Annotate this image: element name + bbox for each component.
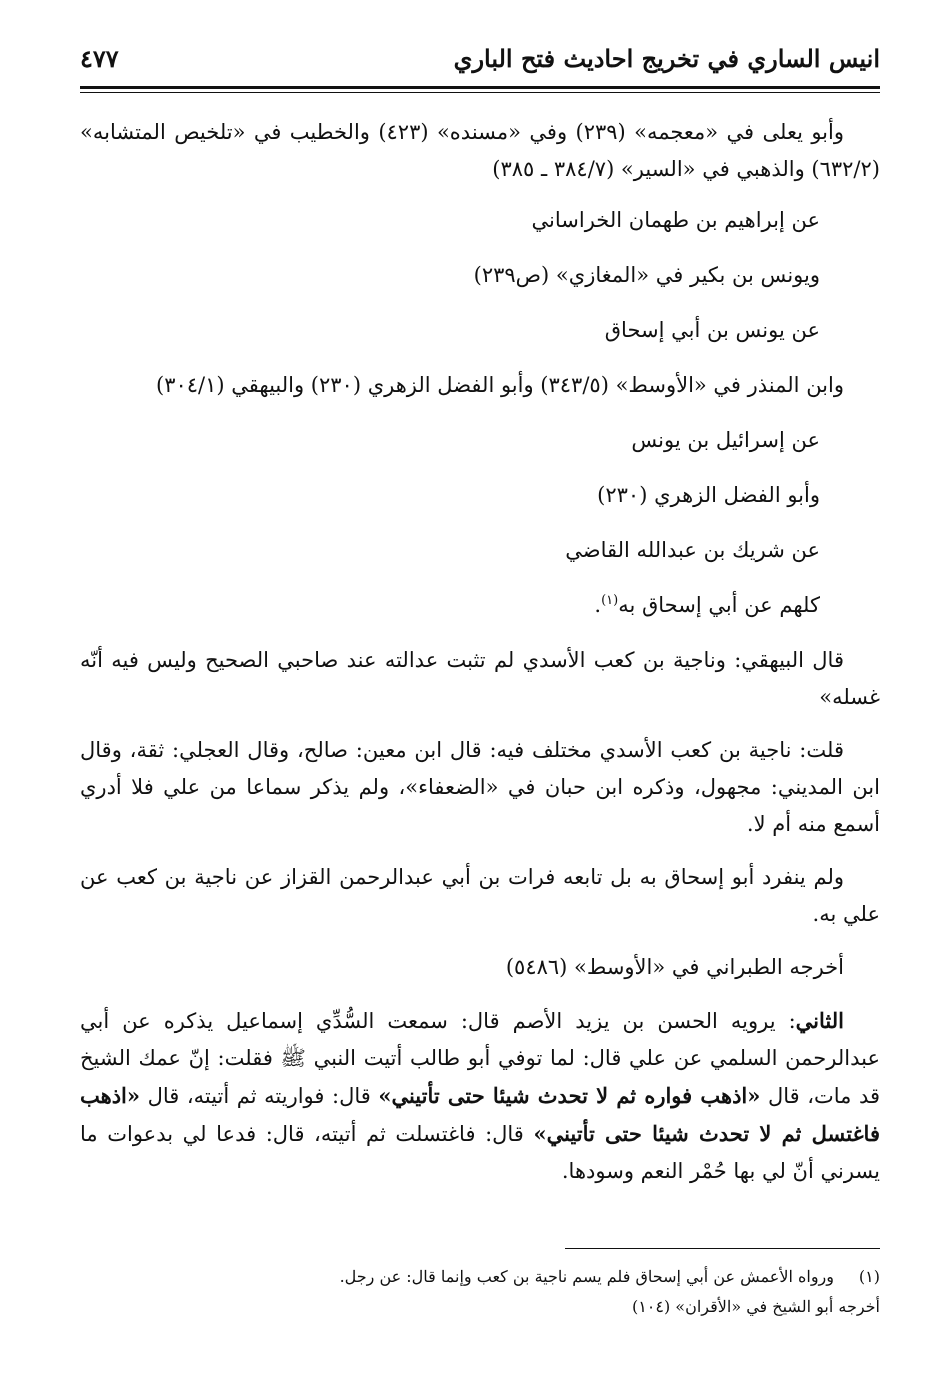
footnote-rule [565,1248,880,1249]
hadith-quote-1: «اذهب فواره ثم لا تحدث شيئا حتى تأتيني» [378,1083,761,1108]
paragraph-takhrij: أخرجه الطبراني في «الأوسط» (٥٤٨٦) [505,955,844,979]
hadith-text-3: قال: فاغتسلت ثم أتيته، قال: فدعا لي بدعوات ما يسرني أنّ لي بها حُمْر النعم وسودها. [80,1122,880,1183]
chain-line-4: وابن المنذر في «الأوسط» (٣٤٣/٥) وأبو الفضل الزهري (٢٣٠) والبيهقي (٣٠٤/١) [156,373,844,397]
footnote-reference: (١) [601,593,619,608]
paragraph-mutabaa: ولم ينفرد أبو إسحاق به بل تابعه فرات بن أبي عبدالرحمن القزاز عن ناجية بن كعب عن علي به. [80,865,880,926]
hadith-quote-2: «اذهب فاغتسل ثم لا تحدث شيئا حتى تأتيني» [80,1083,880,1146]
paragraph-second-hadith [80,1002,880,1190]
chain-line-8-end: . [594,593,602,617]
running-header [80,42,880,82]
hadith-text-1: : يرويه الحسن بن يزيد الأصم قال: سمعت السُّدِّي إسماعيل يذكره عن أبي عبدالرحمن السلمي عن علي قال: لما توفي أبو طالب أتيت النبي ﷺ فقلت: إنّ عمك الشيخ قد مات، قال [80,1009,881,1108]
paragraph-qultu: قلت: ناجية بن كعب الأسدي مختلف فيه: قال ابن معين: صالح، وقال العجلي: ثقة، وقال ابن المديني: مجهول، وذكره ابن حبان في «الضعفاء»، ولم يذكر سماعا من علي فلا أدري أسمع منه أم لا. [80,738,880,836]
footnote-1-text: ورواه الأعمش عن أبي إسحاق فلم يسم ناجية بن كعب وإنما قال: عن رجل. [339,1267,834,1286]
hadith-text-2: قال: فواريته ثم أتيته، قال [140,1084,379,1108]
chain-line-8 [80,587,880,624]
header-rule-thin [80,92,880,93]
chain-line-1: عن إبراهيم بن طهمان الخراساني [531,208,820,232]
chain-line-3: عن يونس بن أبي إسحاق [604,318,820,342]
header-rule [80,86,880,89]
footnote-1-line-1 [200,1262,880,1292]
section-label: الثاني [795,1008,844,1033]
paragraph-sources: وأبو يعلى في «معجمه» (٢٣٩) وفي «مسنده» (٤٢٣) والخطيب في «تلخيص المتشابه» (٦٣٢/٢) والذهبي في «السير» (٣٨٤/٧ ـ ٣٨٥) [80,120,880,181]
chain-line-5: عن إسرائيل بن يونس [631,428,820,452]
chain-line-6: وأبو الفضل الزهري (٢٣٠) [597,483,820,507]
main-text [80,114,880,1190]
footnotes [200,1262,880,1322]
footnote-1-line-2: أخرجه أبو الشيخ في «الأقران» (١٠٤) [631,1297,880,1316]
chain-line-8-text: كلهم عن أبي إسحاق به [618,593,820,617]
book-title: انيس الساري في تخريج احاديث فتح الباري [453,44,880,73]
footnote-number: (١) [858,1267,880,1286]
chain-line-2: ويونس بن بكير في «المغازي» (ص٢٣٩) [473,263,820,287]
chain-line-7: عن شريك بن عبدالله القاضي [565,538,820,562]
page-number: ٤٧٧ [80,44,119,73]
paragraph-bayhaqi: قال البيهقي: وناجية بن كعب الأسدي لم تثبت عدالته عند صاحبي الصحيح وليس فيه أنّه غسله» [80,648,880,709]
